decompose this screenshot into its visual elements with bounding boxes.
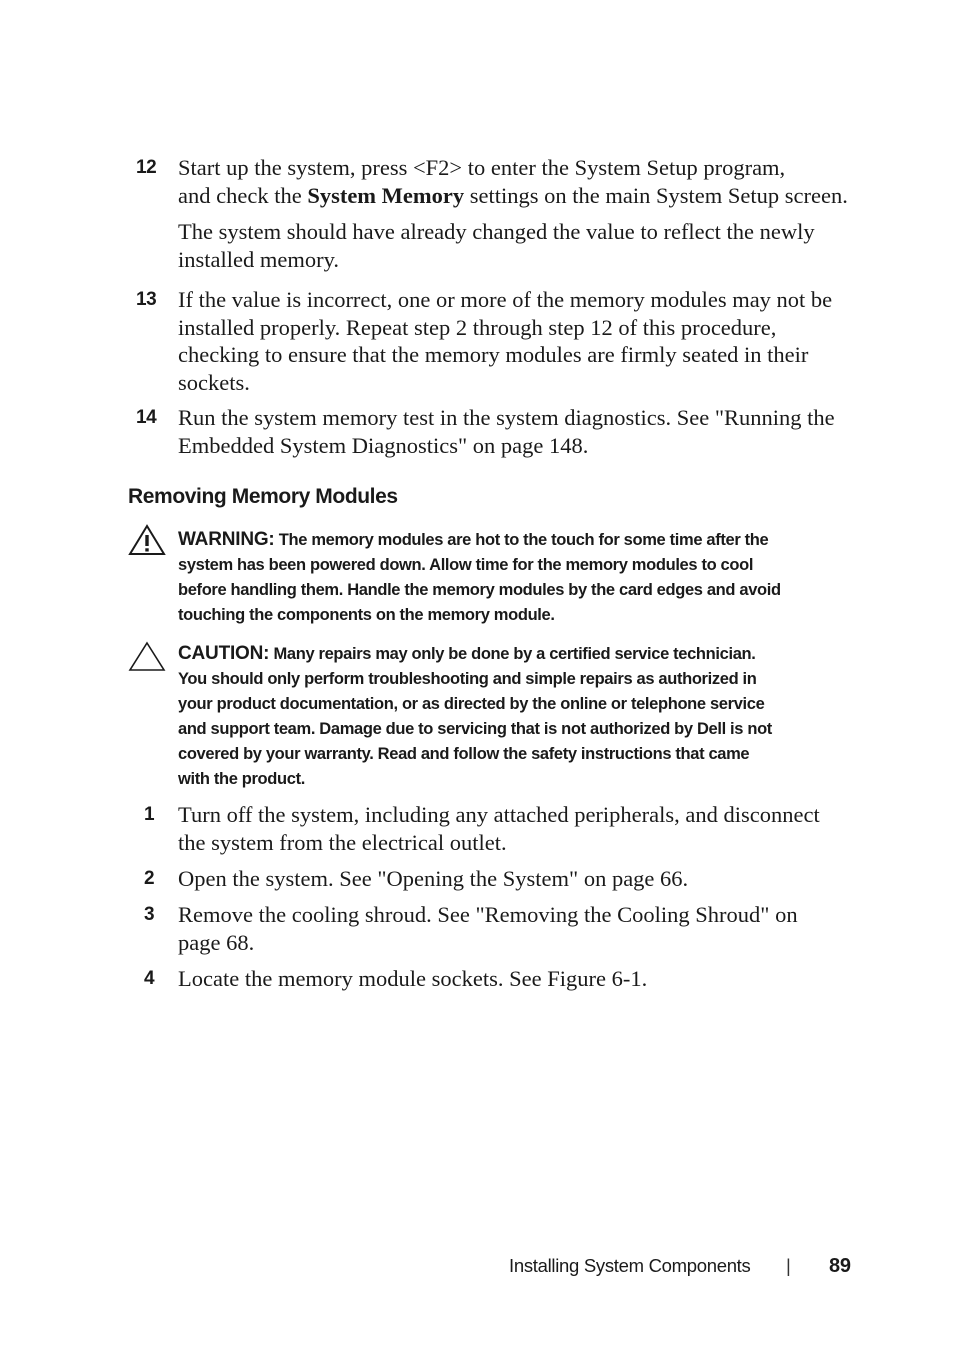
note-line: system has been powered down. Allow time for the memory modules to cool: [178, 556, 754, 574]
footer-section-title: Installing System Components: [509, 1255, 751, 1276]
section-heading: Removing Memory Modules: [128, 485, 398, 508]
step-number: 1: [144, 804, 155, 825]
warning-note: [178, 527, 843, 628]
step-line: the system from the electrical outlet.: [178, 829, 507, 855]
step-text: [178, 154, 858, 209]
note-line: You should only perform troubleshooting and simple repairs as authorized in: [178, 670, 757, 688]
note-line: covered by your warranty. Read and follow the safety instructions that came: [178, 745, 750, 763]
step-number: 12: [136, 157, 157, 178]
warning-label: WARNING:: [178, 529, 275, 550]
step-line: Locate the memory module sockets. See Figure 6-1.: [178, 966, 648, 991]
step-line: Start up the system, press <F2> to enter the System Setup program,: [178, 155, 786, 180]
note-line: with the product.: [178, 770, 305, 788]
caution-triangle-icon: [128, 640, 166, 677]
text-run: The memory modules are hot to the touch for some time after the: [274, 531, 769, 549]
step-text: [178, 965, 858, 993]
step-line: If the value is incorrect, one or more of the memory modules may not be: [178, 287, 833, 312]
step-number: 2: [144, 868, 155, 889]
system-memory-term: System Memory: [307, 182, 465, 208]
step-number: 14: [136, 407, 157, 428]
note-line: [178, 527, 843, 553]
page-number: 89: [829, 1255, 851, 1277]
warning-triangle-icon: [128, 524, 166, 561]
text-run: Many repairs may only be done by a certified service technician.: [269, 645, 756, 663]
step-line: checking to ensure that the memory modules are firmly seated in their: [178, 342, 809, 367]
step-text: [178, 801, 858, 856]
step-line: Embedded System Diagnostics" on page 148.: [178, 432, 589, 458]
step-line: Run the system memory test in the system diagnostics. See "Running the: [178, 405, 835, 430]
step-number: 4: [144, 968, 155, 989]
step-line: page 68.: [178, 929, 255, 955]
step-number: 13: [136, 289, 157, 310]
sub-line: installed memory.: [178, 246, 340, 272]
step-line: installed properly. Repeat step 2 through step 12 of this procedure,: [178, 314, 777, 340]
text-run: and check the: [178, 182, 308, 208]
step-line: Open the system. See "Opening the System" on page 66.: [178, 866, 689, 891]
caution-label: CAUTION:: [178, 643, 270, 664]
text-run: settings on the main System Setup screen.: [464, 182, 848, 208]
caution-note: [178, 641, 843, 792]
note-line: your product documentation, or as directed by the online or telephone service: [178, 695, 765, 713]
step-line: Remove the cooling shroud. See "Removing the Cooling Shroud" on: [178, 902, 798, 927]
note-line: touching the components on the memory module.: [178, 606, 555, 624]
step-line: Turn off the system, including any attached peripherals, and disconnect: [178, 802, 820, 827]
note-line: before handling them. Handle the memory modules by the card edges and avoid: [178, 581, 781, 599]
step-text: [178, 865, 858, 893]
step-number: 3: [144, 904, 155, 925]
note-line: and support team. Damage due to servicing that is not authorized by Dell is not: [178, 720, 772, 738]
step-text: [178, 901, 858, 956]
footer-separator: |: [786, 1255, 791, 1276]
step-line: sockets.: [178, 369, 250, 395]
step-text: [178, 286, 858, 396]
step-12-subparagraph: [178, 218, 858, 273]
step-line: [178, 182, 858, 210]
sub-line: The system should have already changed the value to reflect the newly: [178, 219, 815, 244]
step-text: [178, 404, 858, 459]
note-line: [178, 641, 843, 667]
